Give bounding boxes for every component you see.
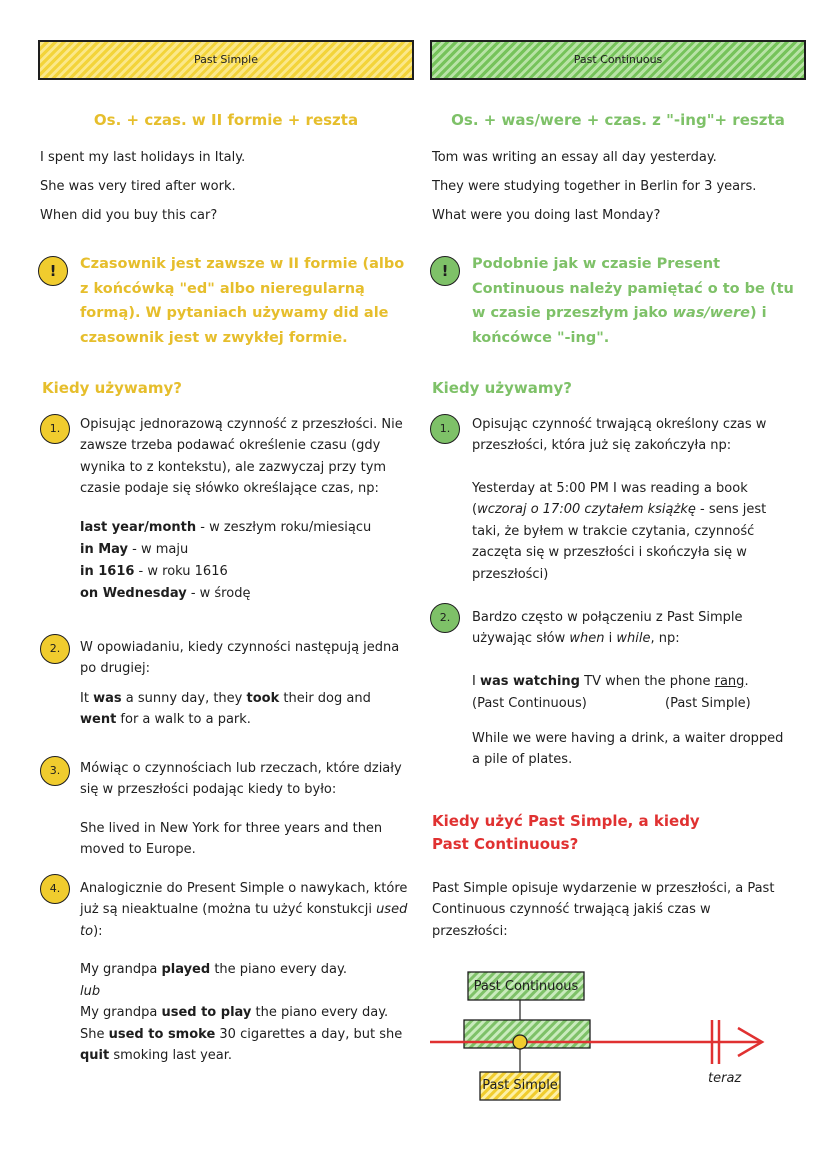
pc-use-2-description: Bardzo często w połączeniu z Past Simple używając słów when i while, np:: [472, 610, 743, 647]
time-marker: last year/month - w zeszłym roku/miesiącu: [80, 520, 372, 535]
ps-use-4-examples: [80, 959, 410, 1067]
past-simple-header: [38, 40, 414, 80]
when-to-use-heading: Kiedy użyć Past Simple, a kiedy Past Continuous?: [432, 812, 700, 854]
number-1-icon: 1.: [430, 414, 460, 444]
number-2-icon: 2.: [430, 603, 460, 633]
number-1-icon: 1.: [40, 414, 70, 444]
past-continuous-header-label: Past Continuous: [573, 52, 663, 66]
ps-use-2-description: W opowiadaniu, kiedy czynności następują jedna po drugiej:: [80, 640, 400, 677]
past-continuous-header: [430, 40, 806, 80]
pc-use-2-example-1: I was watching TV when the phone rang.: [472, 674, 749, 689]
habit-example: quit smoking last year.: [80, 1048, 233, 1063]
habit-example: My grandpa played the piano every day.: [80, 962, 347, 977]
past-continuous-label: Past Continuous: [473, 979, 579, 995]
example-line: I spent my last holidays in Italy.: [40, 150, 246, 165]
past-simple-note: Czasownik jest zawsze w II formie (albo z końcówką "ed" albo nieregularną formą). W pytaniach używamy did ale czasownik jest w zwykłej formie.: [80, 256, 405, 346]
number-2-icon: 2.: [40, 634, 70, 664]
ps-use-4-description: Analogicznie do Present Simple o nawykach, które już są nieaktualne (można tu użyć konstukcji used to):: [80, 881, 408, 939]
example-line: She was very tired after work.: [40, 179, 236, 194]
past-simple-kiedy-heading: Kiedy używamy?: [42, 379, 182, 397]
past-simple-event-dot: [513, 1035, 527, 1049]
pc-tag-continuous: (Past Continuous): [472, 696, 587, 711]
habit-example: She used to smoke 30 cigarettes a day, but she: [80, 1026, 403, 1042]
past-continuous-kiedy-heading: Kiedy używamy?: [432, 379, 572, 397]
example-line: Tom was writing an essay all day yesterday.: [432, 150, 717, 165]
example-line: They were studying together in Berlin for 3 years.: [432, 179, 757, 194]
past-continuous-formula: Os. + was/were + czas. z "-ing"+ reszta: [451, 111, 785, 129]
past-simple-examples: [40, 147, 410, 234]
past-simple-header-label: Past Simple: [194, 52, 258, 66]
example-line: What were you doing last Monday?: [432, 208, 661, 223]
time-marker: in 1616 - w roku 1616: [80, 564, 228, 579]
time-marker: on Wednesday - w środę: [80, 586, 251, 601]
exclamation-icon: !: [38, 256, 68, 286]
ps-use-2-example: It was a sunny day, they took their dog and went for a walk to a park.: [80, 691, 371, 728]
pc-use-2-example-2: While we were having a drink, a waiter dropped a pile of plates.: [472, 731, 784, 768]
lub-label: lub: [80, 983, 101, 999]
ps-time-markers: [80, 517, 410, 605]
ps-use-1-description: Opisując jednorazową czynność z przeszłości. Nie zawsze trzeba podawać określenie czasu (gdy wynika to z kontekstu), ale zazwyczaj przy tym czasie podaje się słówko określające czas, np:: [80, 417, 403, 497]
habit-example: My grandpa used to play the piano every day.: [80, 1005, 389, 1020]
pc-use-1-description: Opisując czynność trwającą określony czas w przeszłości, która już się zakończyła np:: [472, 417, 767, 454]
past-simple-formula: Os. + czas. w II formie + reszta: [93, 111, 359, 129]
exclamation-icon: !: [430, 256, 460, 286]
past-continuous-note: Podobnie jak w czasie Present Continuous należy pamiętać o to be (tu w czasie przeszłym jako was/were) i końcówce "-ing".: [472, 256, 794, 346]
when-to-use-description: Past Simple opisuje wydarzenie w przeszłości, a Past Continuous czynność trwającą jakiś czas w przeszłości:: [432, 881, 775, 939]
pc-tag-simple: (Past Simple): [665, 696, 751, 711]
number-3-icon: 3.: [40, 756, 70, 786]
now-label: teraz: [708, 1071, 742, 1086]
pc-use-1-example: Yesterday at 5:00 PM I was reading a book (wczoraj o 17:00 czytałem książkę - sens jest taki, że byłem w trakcie czytania, czynność zaczęta się w przeszłości i skończyła się w przeszłości): [472, 481, 767, 582]
past-simple-label: Past Simple: [482, 1078, 558, 1094]
past-continuous-examples: [432, 147, 762, 234]
example-line: When did you buy this car?: [40, 208, 218, 223]
time-marker: in May - w maju: [80, 542, 189, 557]
ps-use-3-description: Mówiąc o czynnościach lub rzeczach, które działy się w przeszłości podając kiedy to było:: [80, 761, 402, 798]
number-4-icon: 4.: [40, 874, 70, 904]
ps-use-3-example: She lived in New York for three years and then moved to Europe.: [80, 821, 383, 858]
